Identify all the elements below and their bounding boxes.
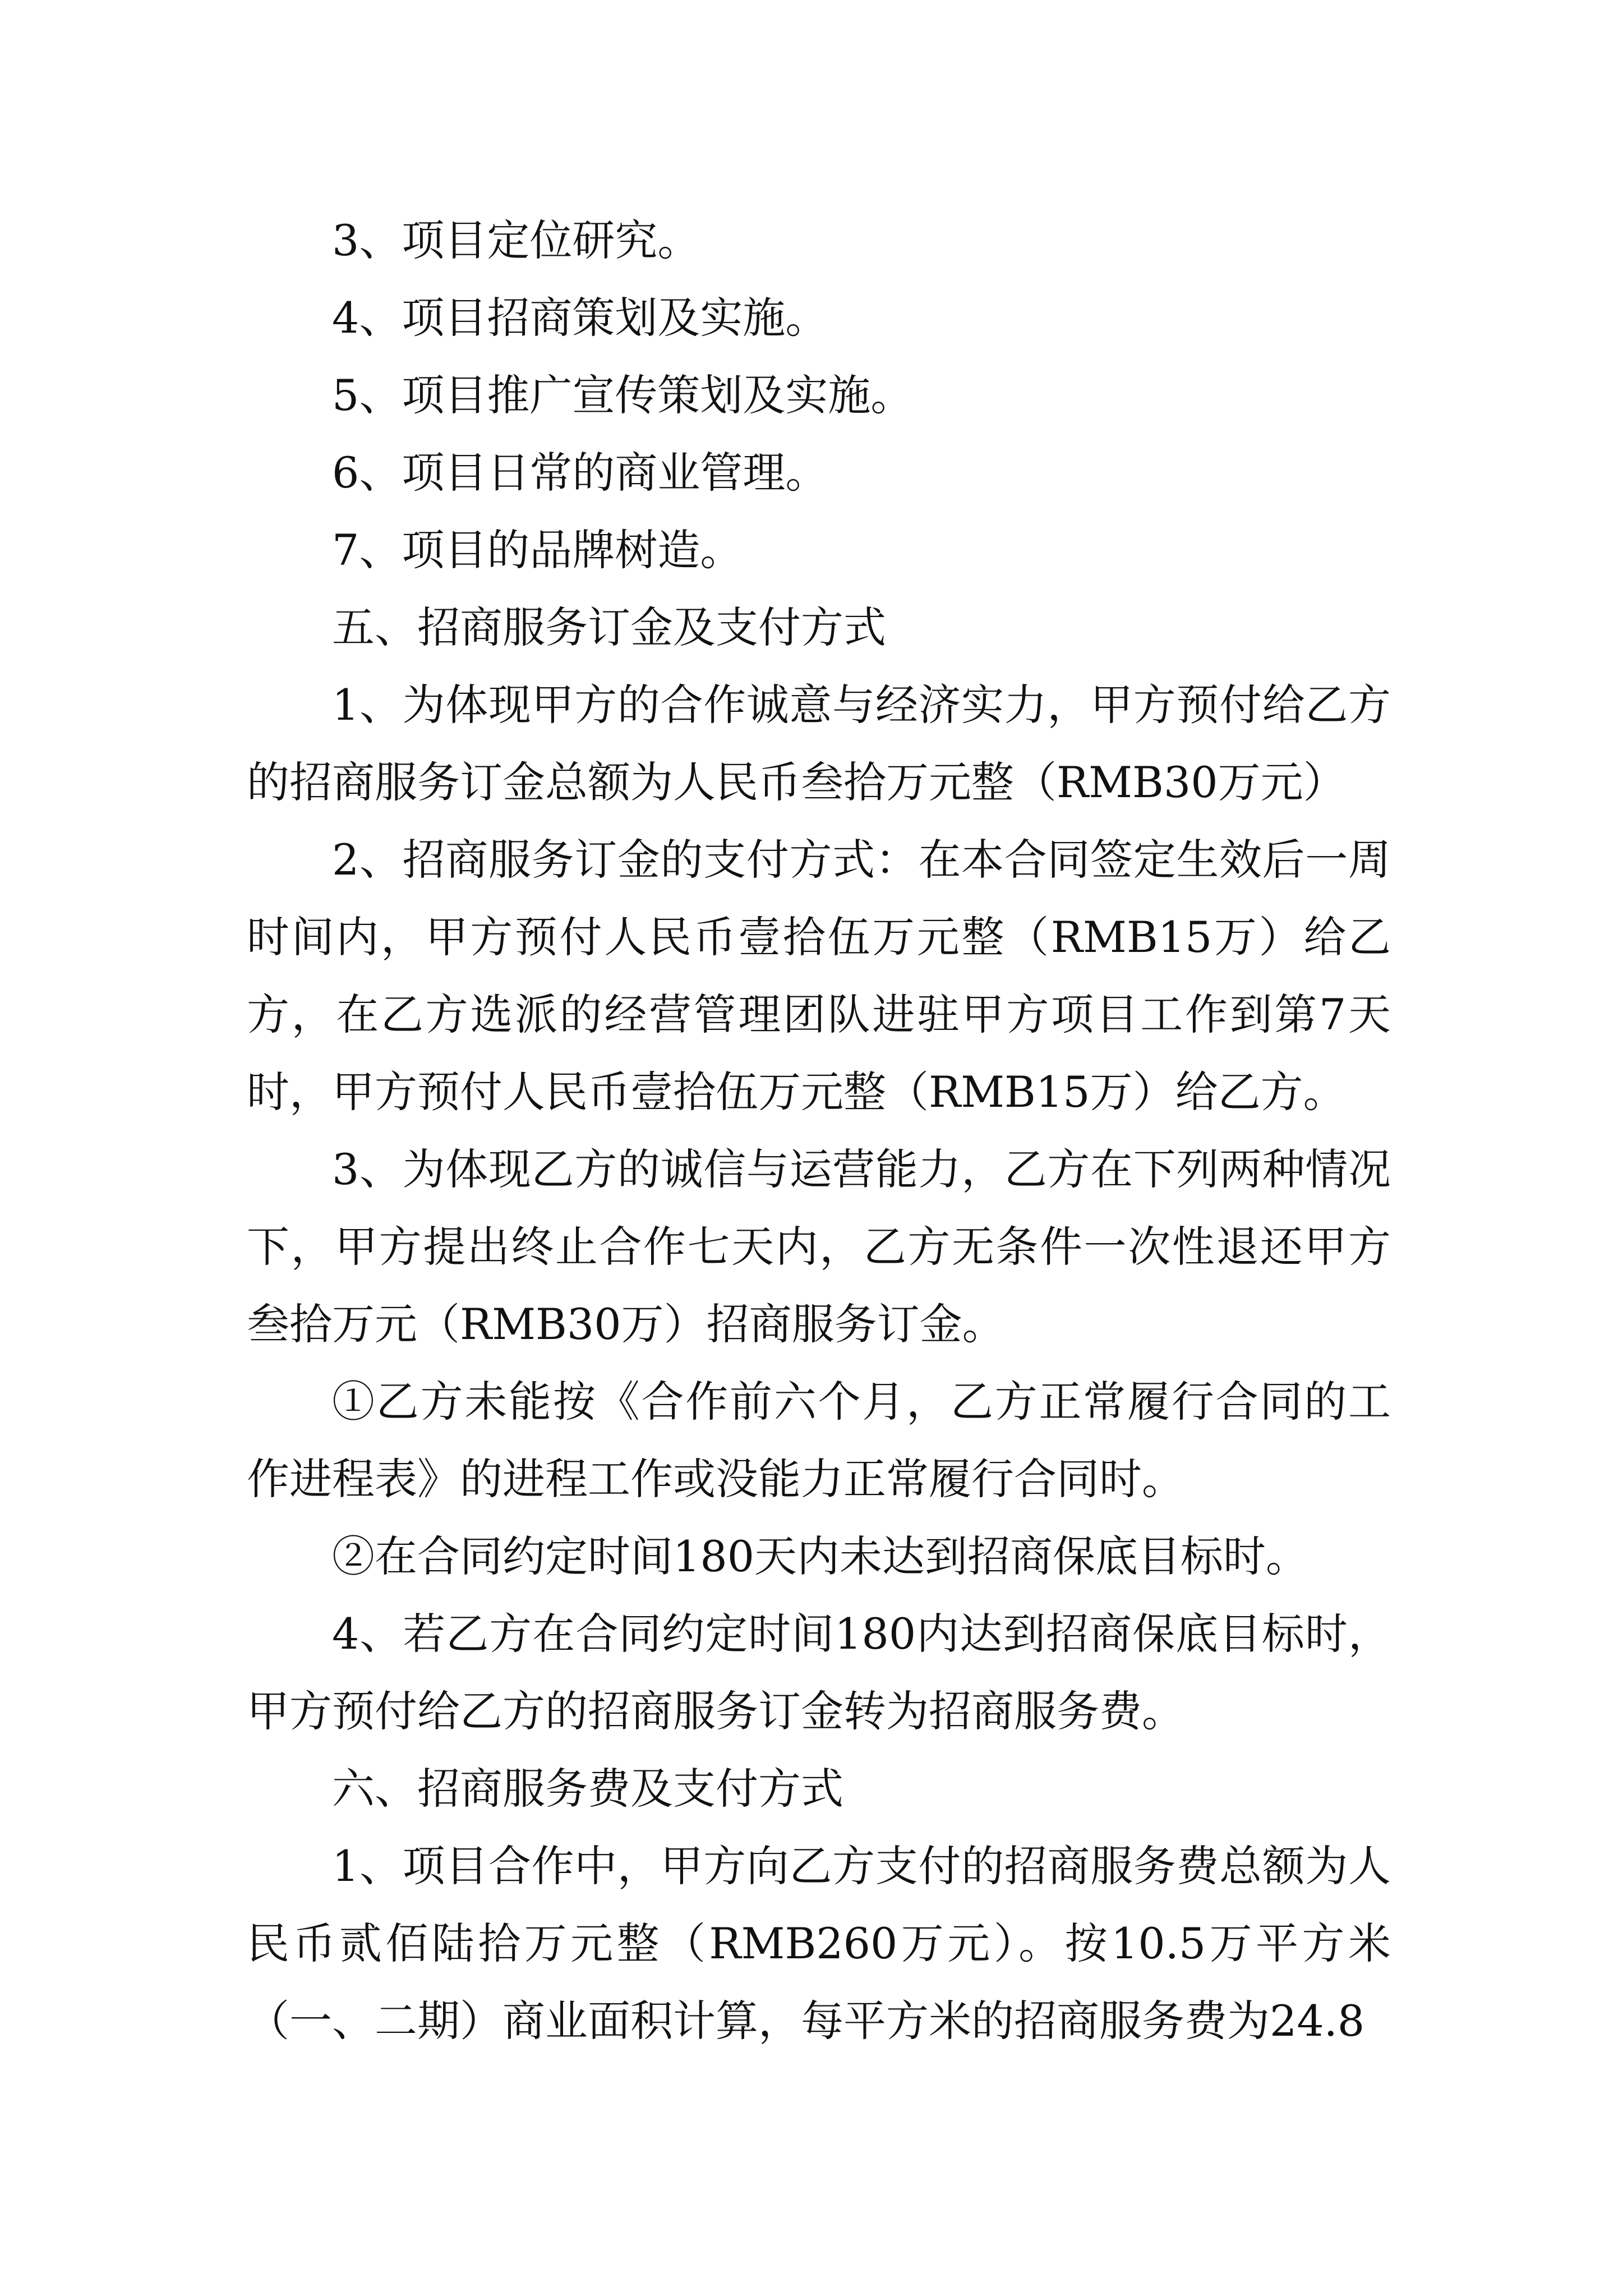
paragraph-service-fee-total: 1、项目合作中，甲方向乙方支付的招商服务费总额为人民币贰佰陆拾万元整（RMB260万元）。按10.5万平方米（一、二期）商业面积计算，每平方米的招商服务费为24.8	[247, 1841, 1391, 2046]
paragraph-item-3: 3、项目定位研究。	[332, 215, 700, 265]
paragraph-item-6: 6、项目日常的商业管理。	[332, 448, 828, 498]
document-body	[247, 202, 1391, 2060]
paragraph-deposit-payment: 2、招商服务订金的支付方式：在本合同签定生效后一周时间内，甲方预付人民币壹拾伍万元整（RMB15万）给乙方，在乙方选派的经营管理团队进驻甲方项目工作到第7天时，甲方预付人民币壹拾伍万元整（RMB15万）给乙方。	[247, 835, 1391, 1117]
paragraph-refund-condition-1: ①乙方未能按《合作前六个月，乙方正常履行合同的工作进程表》的进程工作或没能力正常履行合同时。	[247, 1377, 1391, 1504]
section-heading-6: 六、招商服务费及支付方式	[332, 1764, 843, 1814]
paragraph-deposit-refund: 3、为体现乙方的诚信与运营能力，乙方在下列两种情况下，甲方提出终止合作七天内，乙方无条件一次性退还甲方叁拾万元（RMB30万）招商服务订金。	[247, 1144, 1391, 1349]
section-heading-5: 五、招商服务订金及支付方式	[332, 602, 886, 652]
paragraph-item-5: 5、项目推广宣传策划及实施。	[332, 370, 914, 420]
paragraph-deposit-amount: 1、为体现甲方的合作诚意与经济实力，甲方预付给乙方的招商服务订金总额为人民币叁拾万元整（RMB30万元）	[247, 680, 1391, 807]
paragraph-item-4: 4、项目招商策划及实施。	[332, 293, 828, 343]
paragraph-deposit-conversion: 4、若乙方在合同约定时间180内达到招商保底目标时，甲方预付给乙方的招商服务订金转为招商服务费。	[247, 1609, 1391, 1736]
paragraph-item-7: 7、项目的品牌树造。	[332, 525, 743, 575]
paragraph-refund-condition-2: ②在合同约定时间180天内未达到招商保底目标时。	[332, 1531, 1309, 1581]
